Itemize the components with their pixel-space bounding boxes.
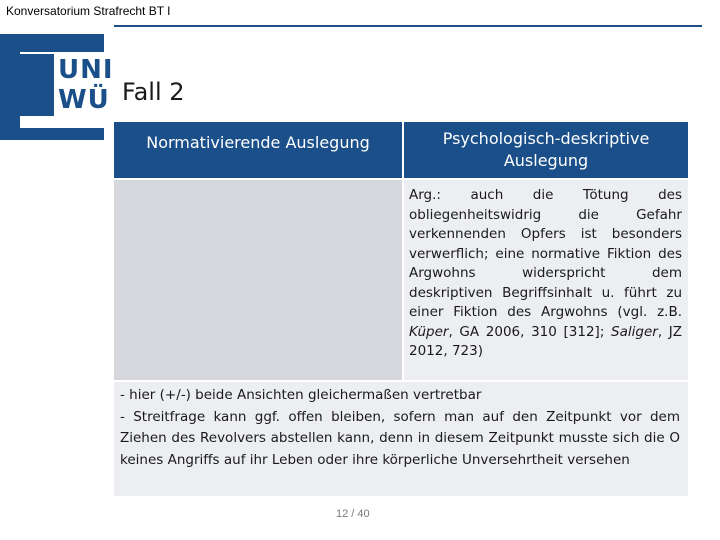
argument-text: Arg.: auch die Tötung des obliegenheitswidrig die Gefahr verkennenden Opfers ist besonders verwerflich; eine normative Fiktion des Argwohns widerspricht dem deskriptiven Begriffsinhalt u. führt zu einer Fiktion des Argwohns (vgl. z.B. xyxy=(409,187,682,320)
citation-author-kueper: Küper xyxy=(409,323,449,340)
logo-bar xyxy=(20,54,54,116)
slide-title: Fall 2 xyxy=(122,78,185,106)
citation-kueper-ref: , GA 2006, 310 [312]; xyxy=(448,323,612,340)
logo-text-wue: WÜ xyxy=(58,85,110,115)
table-header-normative-label: Normativierende Auslegung xyxy=(146,133,370,152)
citation-saliger-ref: , JZ 2012, 723) xyxy=(409,323,682,359)
table-cell-normative xyxy=(114,180,402,380)
course-title: Konversatorium Strafrecht BT I xyxy=(6,4,171,18)
citation-author-saliger: Saliger xyxy=(611,323,658,340)
page-number: 12 / 40 xyxy=(336,508,370,520)
table-header-psychological xyxy=(404,122,688,178)
logo-text-uni: UNI xyxy=(58,55,114,85)
conclusion-line-1: - hier (+/-) beide Ansichten gleichermaßen vertretbar xyxy=(120,387,482,403)
conclusion-box xyxy=(114,382,688,496)
conclusion-line-2: - Streitfrage kann ggf. offen bleiben, sofern man auf den Zeitpunkt vor dem Ziehen des Revolvers abstellen kann, denn in diesem Zeitpunkt musste sich die O keines Angriffs auf ihr Leben oder ihre körperliche Unversehrtheit versehen xyxy=(120,408,680,468)
table-header-psychological-label: Psychologisch-deskriptive Auslegung xyxy=(442,129,650,170)
table-header-normative xyxy=(114,122,402,178)
table-cell-psychological xyxy=(404,180,688,380)
header-divider xyxy=(114,25,702,27)
